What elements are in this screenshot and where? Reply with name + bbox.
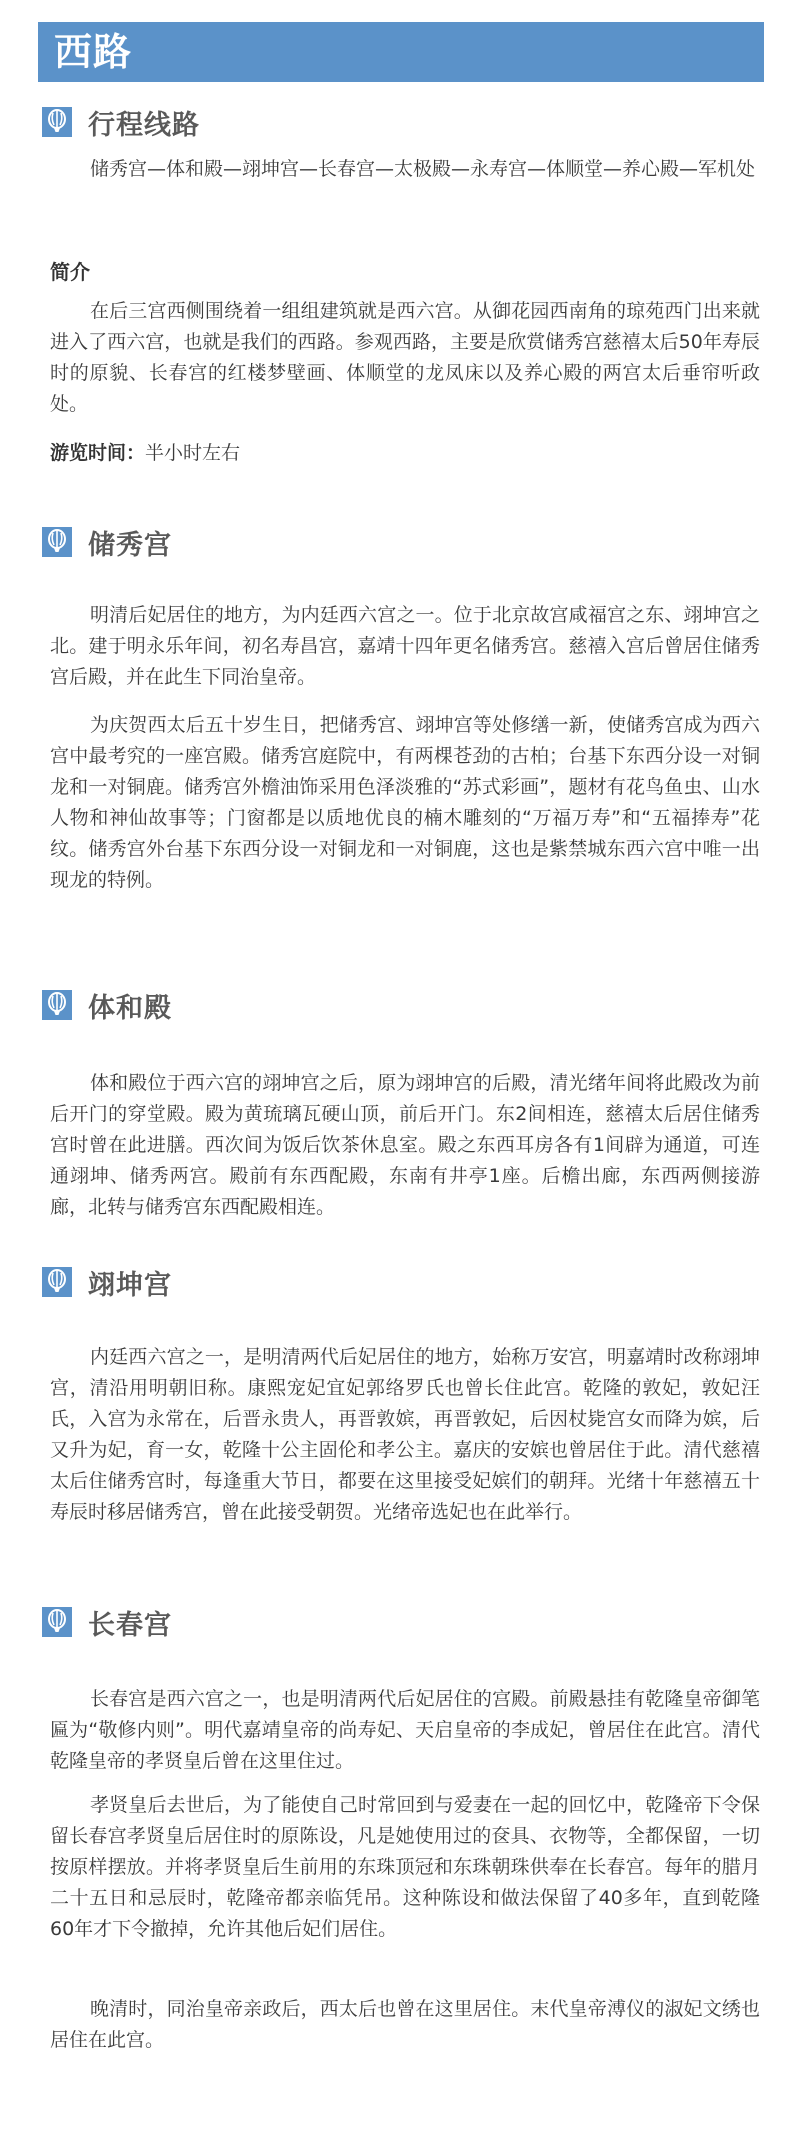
- section-heading-yikun: [42, 1262, 172, 1302]
- section-title: 储秀宫: [88, 529, 172, 561]
- tour-time: [50, 438, 240, 469]
- section-title: 翊坤宫: [88, 1269, 172, 1301]
- balloon-icon: [42, 990, 72, 1020]
- tour-time-value: 半小时左右: [145, 442, 241, 464]
- page-title: 西路: [54, 30, 133, 74]
- balloon-icon: [42, 1607, 72, 1637]
- section-paragraph: 体和殿位于西六宫的翊坤宫之后，原为翊坤宫的后殿，清光绪年间将此殿改为前后开门的穿堂殿。殿为黄琉璃瓦硬山顶，前后开门。东2间相连，慈禧太后居住储秀宫时曾在此进膳。西次间为饭后饮茶休息室。殿之东西耳房各有1间辟为通道，可连通翊坤、储秀两宫。殿前有东西配殿，东南有井亭1座。后檐出廊，东西两侧接游廊，北转与储秀宫东西配殿相连。: [50, 1072, 760, 1218]
- tour-time-label: 游览时间：: [50, 442, 146, 464]
- section-heading-changchun: [42, 1602, 172, 1642]
- intro-heading: 简介: [50, 260, 90, 284]
- page-banner: [38, 22, 764, 82]
- route-text: 储秀宫—体和殿—翊坤宫—长春宫—太极殿—永寿宫—体顺堂—养心殿—军机处: [90, 158, 756, 180]
- balloon-icon: [42, 527, 72, 557]
- section-heading-tihe: [42, 985, 172, 1025]
- balloon-icon: [42, 107, 72, 137]
- section-title: 长春宫: [88, 1609, 172, 1641]
- section-paragraph: 为庆贺西太后五十岁生日，把储秀宫、翊坤宫等处修缮一新，使储秀宫成为西六宫中最考究的一座宫殿。储秀宫庭院中，有两棵苍劲的古柏；台基下东西分设一对铜龙和一对铜鹿。储秀宫外檐油饰采用色泽淡雅的“苏式彩画”，题材有花鸟鱼虫、山水人物和神仙故事等；门窗都是以质地优良的楠木雕刻的“万福万寿”和“五福捧寿”花纹。储秀宫外台基下东西分设一对铜龙和一对铜鹿，这也是紫禁城东西六宫中唯一出现龙的特例。: [50, 714, 760, 891]
- route-heading: [42, 102, 200, 142]
- balloon-icon: [42, 1267, 72, 1297]
- section-paragraph: 孝贤皇后去世后，为了能使自己时常回到与爱妻在一起的回忆中，乾隆帝下令保留长春宫孝贤皇后居住时的原陈设，凡是她使用过的奁具、衣物等，全都保留，一切按原样摆放。并将孝贤皇后生前用的东珠顶冠和东珠朝珠供奉在长春宫。每年的腊月二十五日和忌辰时，乾隆帝都亲临凭吊。这种陈设和做法保留了40多年，直到乾隆60年才下令撤掉，允许其他后妃们居住。: [50, 1794, 760, 1940]
- section-paragraph: 明清后妃居住的地方，为内廷西六宫之一。位于北京故宫咸福宫之东、翊坤宫之北。建于明永乐年间，初名寿昌宫，嘉靖十四年更名储秀宫。慈禧入宫后曾居住储秀宫后殿，并在此生下同治皇帝。: [50, 604, 760, 688]
- section-title: 体和殿: [88, 992, 172, 1024]
- section-paragraph: 长春宫是西六宫之一，也是明清两代后妃居住的宫殿。前殿悬挂有乾隆皇帝御笔匾为“敬修内则”。明代嘉靖皇帝的尚寿妃、天启皇帝的李成妃，曾居住在此宫。清代乾隆皇帝的孝贤皇后曾在这里住过。: [50, 1688, 760, 1772]
- section-paragraph: 晚清时，同治皇帝亲政后，西太后也曾在这里居住。末代皇帝溥仪的淑妃文绣也居住在此宫。: [50, 1998, 760, 2051]
- section-heading-chuxiu: [42, 522, 172, 562]
- section-paragraph: 内廷西六宫之一，是明清两代后妃居住的地方，始称万安宫，明嘉靖时改称翊坤宫，清沿用明朝旧称。康熙宠妃宜妃郭络罗氏也曾长住此宫。乾隆的敦妃，敦妃汪氏，入宫为永常在，后晋永贵人，再晋敦嫔，再晋敦妃，后因杖毙宫女而降为嫔，后又升为妃，育一女，乾隆十公主固伦和孝公主。嘉庆的安嫔也曾居住于此。清代慈禧太后住储秀宫时，每逢重大节日，都要在这里接受妃嫔们的朝拜。光绪十年慈禧五十寿辰时移居储秀宫，曾在此接受朝贺。光绪帝选妃也在此举行。: [50, 1346, 760, 1523]
- intro-text: 在后三宫西侧围绕着一组组建筑就是西六宫。从御花园西南角的琼苑西门出来就进入了西六宫，也就是我们的西路。参观西路，主要是欣赏储秀宫慈禧太后50年寿辰时的原貌、长春宫的红楼梦壁画、体顺堂的龙凤床以及养心殿的两宫太后垂帘听政处。: [50, 300, 760, 415]
- route-heading-title: 行程线路: [88, 109, 200, 141]
